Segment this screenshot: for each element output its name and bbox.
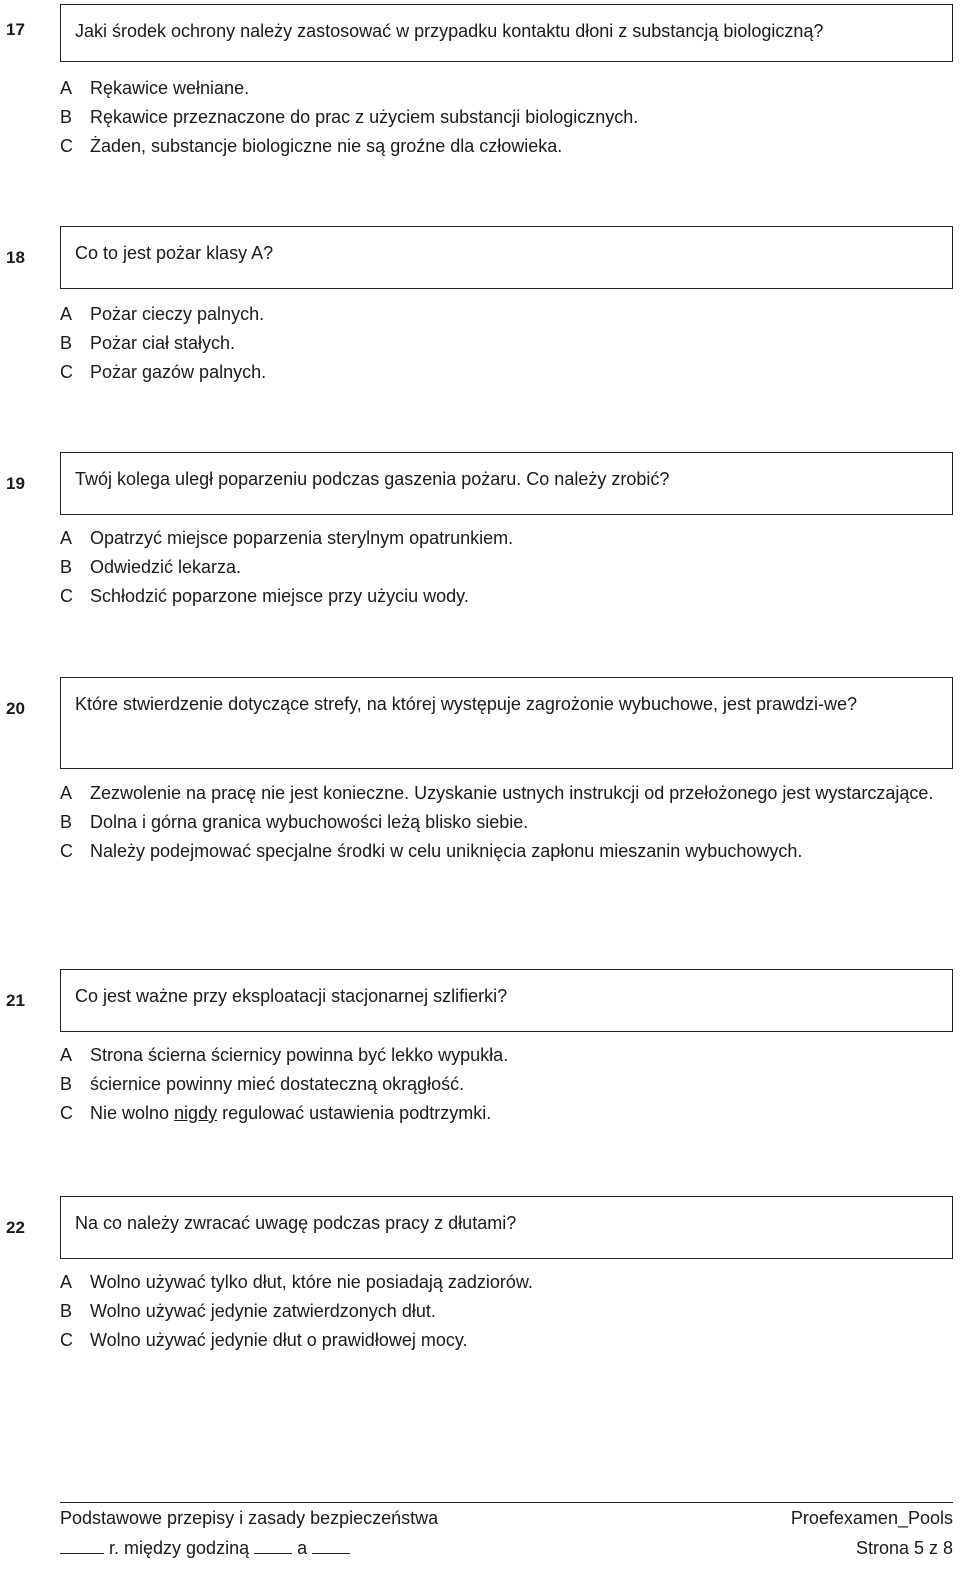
answer-a: A Wolno używać tylko dłut, które nie posiadają zadziorów.: [60, 1272, 533, 1292]
time-to-blank: [312, 1539, 350, 1554]
question-text: Które stwierdzenie dotyczące strefy, na której występuje zagrożonie wybuchowe, jest prawdzi-we?: [75, 694, 858, 714]
question-text: Co to jest pożar klasy A?: [75, 243, 274, 263]
answer-a: A Zezwolenie na pracę nie jest konieczne. Uzyskanie ustnych instrukcji od przełożonego jest wystarczające.: [60, 783, 934, 803]
answer-b: B Odwiedzić lekarza.: [60, 557, 242, 577]
answer-b: B Wolno używać jedynie zatwierdzonych dłut.: [60, 1301, 436, 1321]
date-blank: [60, 1539, 104, 1554]
question-number: 22: [6, 1218, 25, 1237]
underlined-word: nigdy: [174, 1103, 218, 1123]
question-box: [60, 969, 953, 1032]
question-box: [60, 1196, 953, 1259]
answer-c: C Nie wolno nigdy regulować ustawienia podtrzymki.: [60, 1103, 492, 1123]
question-text: Jaki środek ochrony należy zastosować w przypadku kontaktu dłoni z substancją biologiczną?: [75, 21, 824, 41]
answer-b: B Pożar ciał stałych.: [60, 333, 236, 353]
answer-a: A Opatrzyć miejsce poparzenia sterylnym opatrunkiem.: [60, 528, 514, 548]
footer-title: Podstawowe przepisy i zasady bezpieczeństwa: [60, 1508, 439, 1528]
question-number: 20: [6, 699, 25, 718]
footer-exam-name: Proefexamen_Pools: [790, 1508, 953, 1528]
answer-b: B Dolna i górna granica wybuchowości leżą blisko siebie.: [60, 812, 529, 832]
answer-list: [60, 524, 950, 611]
page-number: Strona 5 z 8: [855, 1538, 953, 1558]
answer-b: B ściernice powinny mieć dostateczną okrągłość.: [60, 1074, 465, 1094]
answer-list: [60, 74, 950, 161]
footer-row-1: [60, 1503, 953, 1533]
footer-row-2: [60, 1533, 953, 1563]
answer-list: [60, 779, 950, 866]
footer-date-line: r. między godziną a: [60, 1533, 350, 1563]
question-number: 18: [6, 248, 25, 267]
answer-c: C Wolno używać jedynie dłut o prawidłowej mocy.: [60, 1330, 468, 1350]
page-footer: [60, 1502, 953, 1563]
question-text: Co jest ważne przy eksploatacji stacjonarnej szlifierki?: [75, 986, 508, 1006]
answer-c: C Pożar gazów palnych.: [60, 362, 267, 382]
question-box: [60, 452, 953, 515]
answer-c: C Schłodzić poparzone miejsce przy użyciu wody.: [60, 586, 469, 606]
question-box: [60, 677, 953, 769]
question-text: Na co należy zwracać uwagę podczas pracy z dłutami?: [75, 1213, 517, 1233]
answer-a: A Strona ścierna ściernicy powinna być lekko wypukła.: [60, 1045, 509, 1065]
question-number: 17: [6, 20, 25, 39]
answer-c: C Należy podejmować specjalne środki w celu uniknięcia zapłonu mieszanin wybuchowych.: [60, 841, 803, 861]
answer-a: A Rękawice wełniane.: [60, 78, 250, 98]
answer-b: B Rękawice przeznaczone do prac z użyciem substancji biologicznych.: [60, 107, 639, 127]
answer-a: A Pożar cieczy palnych.: [60, 304, 265, 324]
answer-list: [60, 1041, 950, 1128]
answer-list: [60, 300, 950, 387]
question-text: Twój kolega uległ poparzeniu podczas gaszenia pożaru. Co należy zrobić?: [75, 469, 670, 489]
question-box: [60, 226, 953, 289]
time-from-blank: [254, 1539, 292, 1554]
question-box: [60, 4, 953, 62]
answer-list: [60, 1268, 950, 1355]
question-number: 21: [6, 991, 25, 1010]
answer-c: C Żaden, substancje biologiczne nie są groźne dla człowieka.: [60, 136, 563, 156]
question-number: 19: [6, 474, 25, 493]
